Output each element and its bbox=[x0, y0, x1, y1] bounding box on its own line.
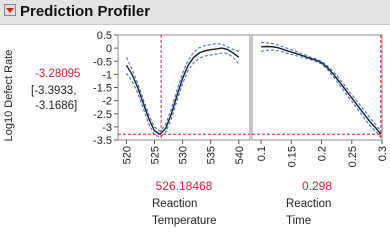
red-disclosure-triangle-icon[interactable] bbox=[4, 4, 16, 16]
x-axis-label-line1: Reaction bbox=[152, 198, 198, 210]
predicted-value: -3.28095 bbox=[35, 68, 81, 80]
x-tick-label: 530 bbox=[177, 146, 190, 165]
x-tick-label: 0.1 bbox=[256, 146, 269, 162]
ci-lower-value: [-3.3933, bbox=[31, 85, 77, 97]
y-tick-label: -0.5 bbox=[93, 56, 112, 69]
y-tick-label: -2.5 bbox=[93, 108, 112, 121]
y-axis-label: Log10 Defect Rate bbox=[3, 49, 15, 142]
y-tick-label: -2 bbox=[102, 95, 112, 108]
y-tick-label: -3 bbox=[102, 121, 112, 134]
panel-frame bbox=[252, 35, 382, 140]
x-axis-label-line2: Temperature bbox=[152, 215, 217, 227]
ci-upper-value: -3.1686] bbox=[35, 100, 78, 112]
y-tick-label: -3.5 bbox=[93, 135, 112, 147]
y-tick-label: -1 bbox=[102, 69, 112, 82]
y-tick-label: 0 bbox=[105, 43, 112, 56]
x-current-value: 526.18468 bbox=[155, 179, 213, 193]
x-tick-label: 535 bbox=[205, 146, 218, 165]
x-axis-label-line1: Reaction bbox=[286, 198, 332, 210]
y-tick-label: 0.5 bbox=[96, 30, 112, 42]
x-tick-label: 0.2 bbox=[316, 146, 329, 162]
x-axis-label-line2: Time bbox=[286, 215, 312, 227]
y-tick-label: -1.5 bbox=[93, 82, 112, 95]
profiler-chart bbox=[0, 25, 390, 231]
profiler-title: Prediction Profiler bbox=[20, 3, 151, 20]
profiler-header bbox=[0, 0, 390, 25]
x-current-value: 0.298 bbox=[301, 179, 333, 193]
x-tick-label: 0.15 bbox=[286, 146, 299, 168]
x-tick-label: 540 bbox=[233, 146, 246, 165]
triangle-shape bbox=[6, 8, 14, 13]
x-tick-label: 520 bbox=[121, 146, 134, 165]
x-tick-label: 0.25 bbox=[346, 146, 359, 168]
x-tick-label: 525 bbox=[149, 146, 162, 165]
x-tick-label: 0.3 bbox=[377, 146, 389, 162]
